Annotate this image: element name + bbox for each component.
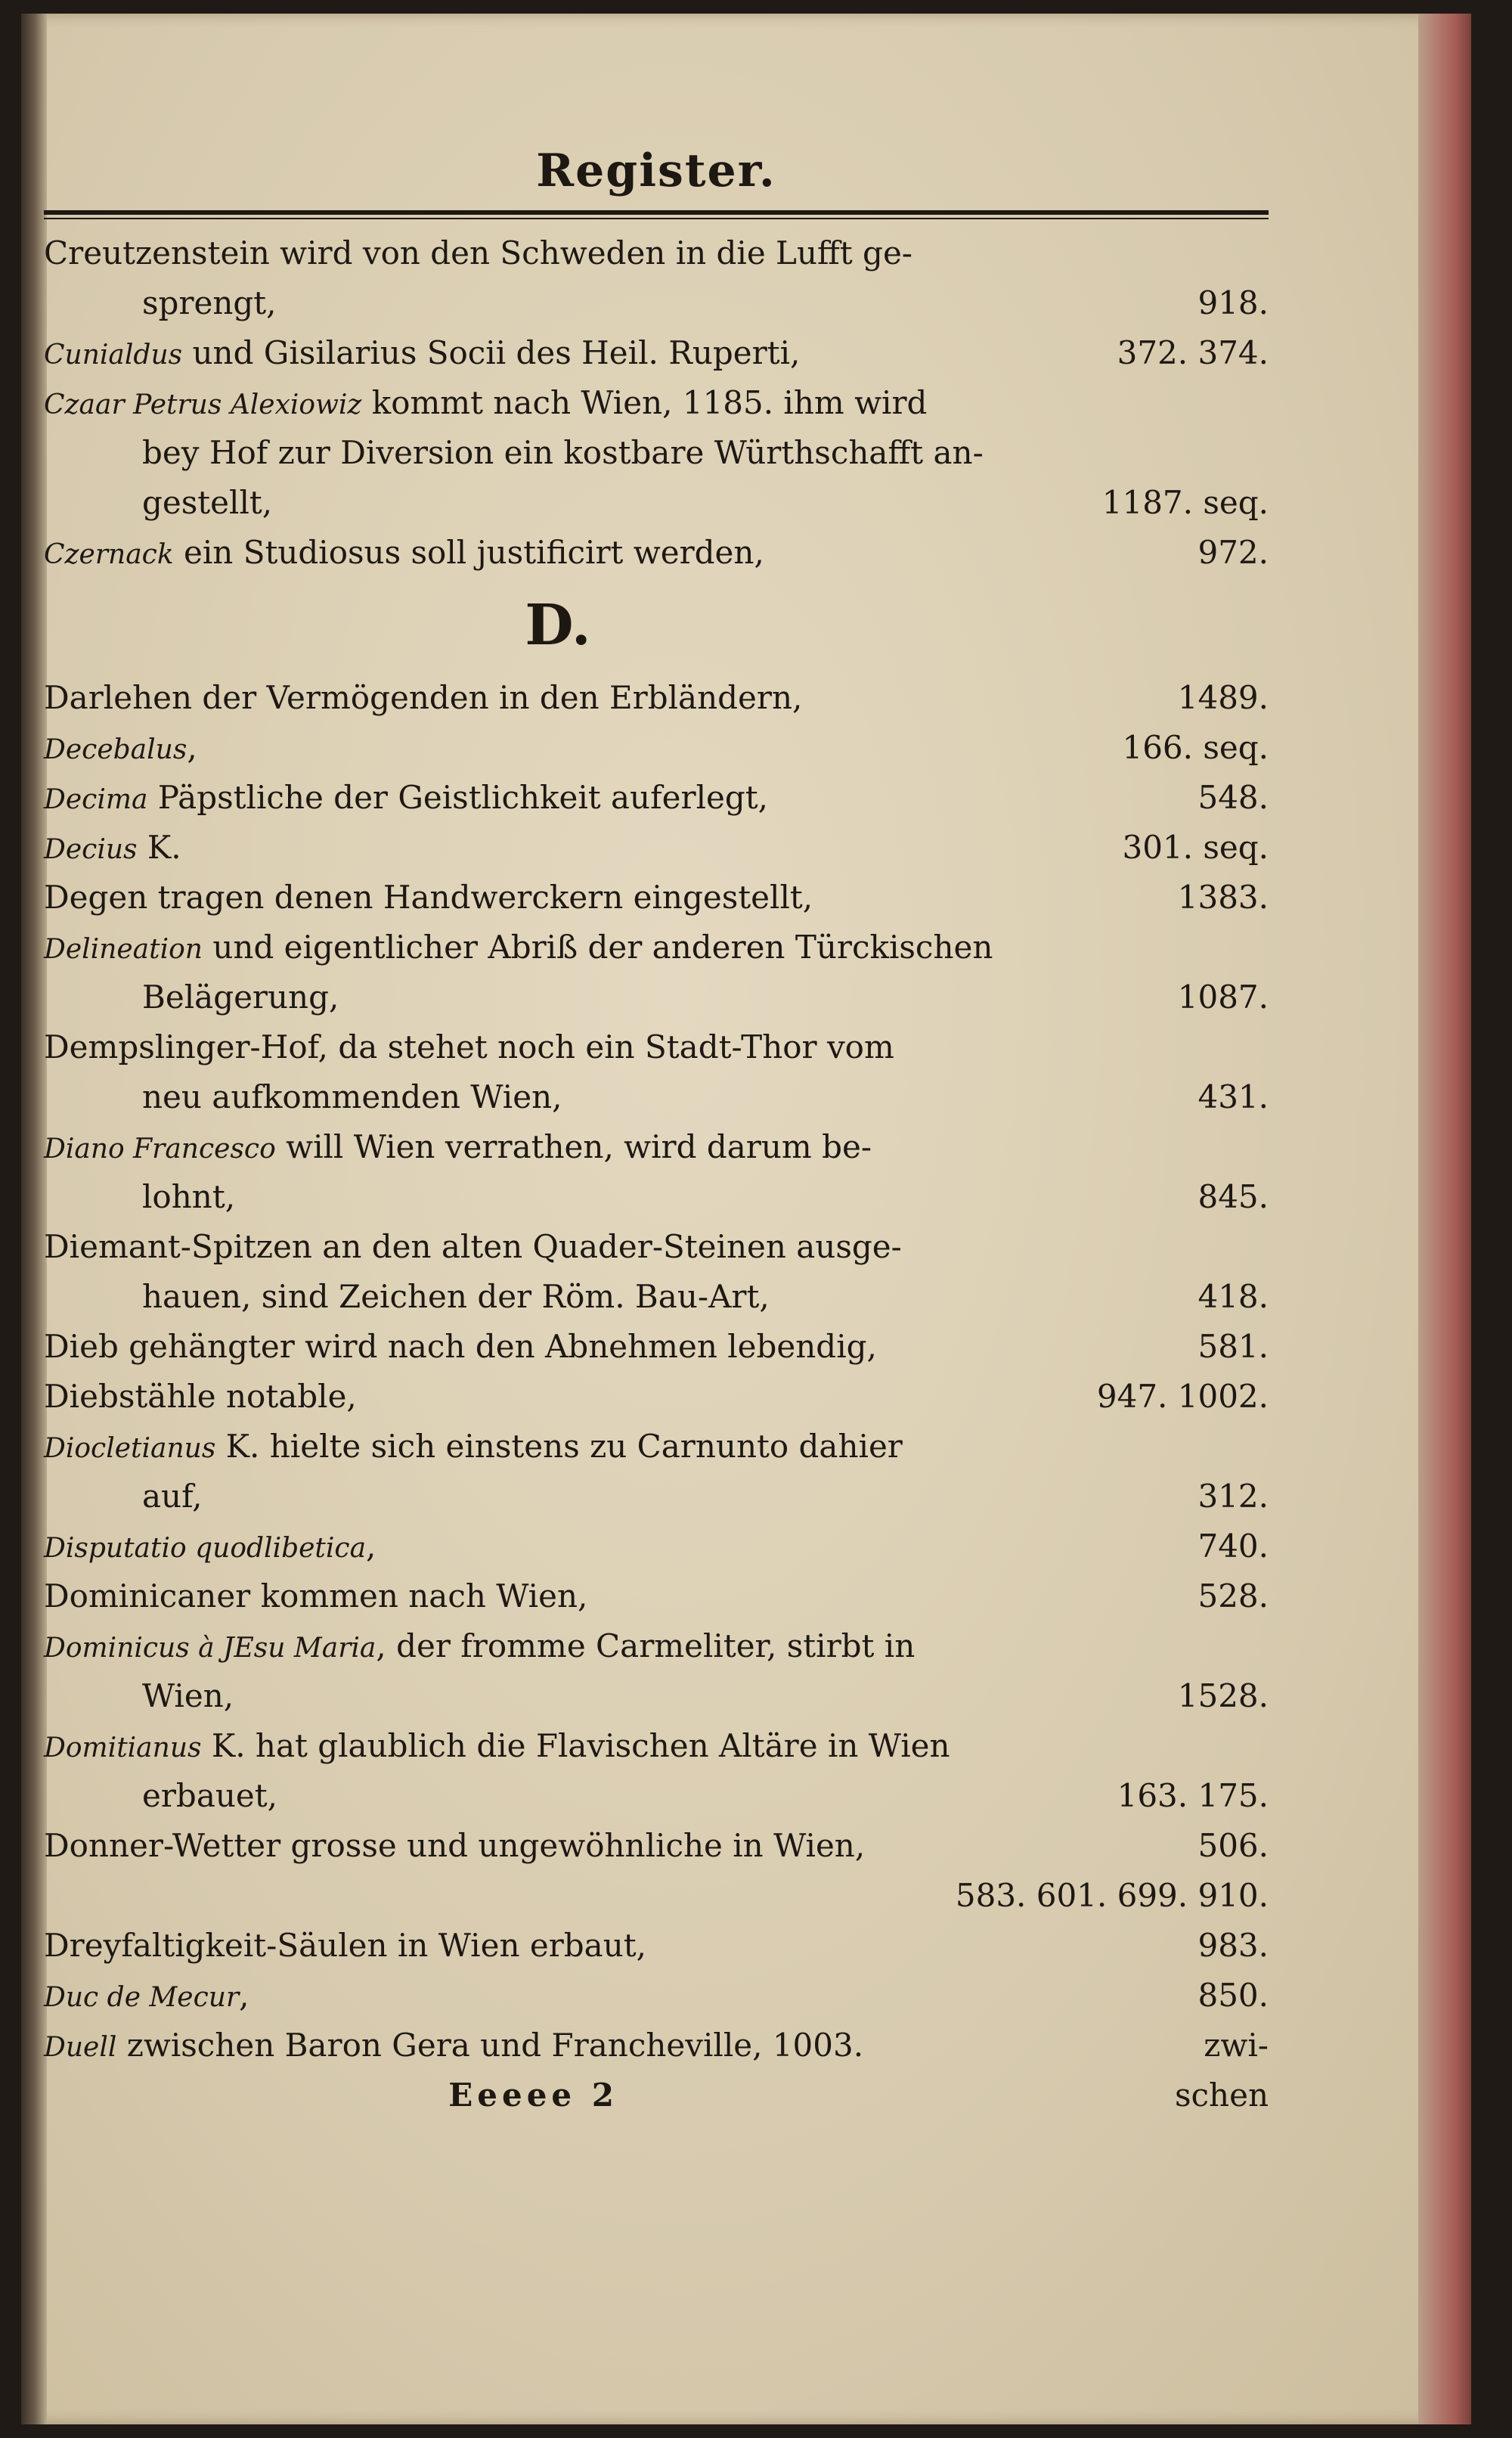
page-edge xyxy=(1418,14,1471,2424)
entry-body: Creutzenstein wird von den Schweden in die Lufft ge- xyxy=(44,234,912,271)
index-entry xyxy=(44,1322,1269,1372)
entry-page-ref: 163. 175. xyxy=(1117,1777,1269,1814)
entry-body: will Wien verrathen, wird darum be- xyxy=(275,1128,872,1165)
entry-page-ref: 548. xyxy=(1198,779,1269,816)
index-entry xyxy=(44,1172,1269,1222)
entry-body: Dreyfaltigkeit-Säulen in Wien erbaut, xyxy=(44,1927,646,1964)
entry-text xyxy=(44,2021,863,2073)
entry-text xyxy=(142,278,277,328)
index-entry xyxy=(44,723,1269,773)
entry-name: Diocletianus xyxy=(44,1433,216,1464)
entry-name: Domitianus xyxy=(44,1732,202,1763)
entry-page-ref: 312. xyxy=(1198,1478,1269,1515)
entry-body: K. hat glaublich die Flavischen Altäre in Wien xyxy=(201,1727,950,1764)
entry-text xyxy=(44,1222,902,1272)
entry-text xyxy=(44,1721,950,1773)
index-entry xyxy=(44,528,1269,578)
entry-body: und Gisilarius Socii des Heil. Ruperti, xyxy=(182,334,801,371)
entry-body: Dominicaner kommen nach Wien, xyxy=(44,1577,588,1614)
entry-name: Duc de Mecur xyxy=(44,1982,240,2013)
index-entry xyxy=(44,1122,1269,1172)
entry-name: Cunialdus xyxy=(44,340,183,371)
entry-name: Decima xyxy=(44,784,148,815)
entry-text xyxy=(44,1821,865,1871)
page-gutter xyxy=(21,14,47,2424)
index-entry xyxy=(44,478,1269,528)
entry-body: zwischen Baron Gera und Francheville, 1003. xyxy=(116,2027,864,2064)
entry-text xyxy=(44,873,813,923)
index-entry xyxy=(44,1871,1269,1921)
entry-body: hauen, sind Zeichen der Röm. Bau-Art, xyxy=(142,1278,770,1315)
entry-text xyxy=(44,528,764,580)
index-entry xyxy=(44,278,1269,328)
entry-body: Päpstliche der Geistlichkeit auferlegt, xyxy=(147,779,768,816)
entry-name: Disputatio quodlibetica xyxy=(44,1533,367,1564)
entry-body: , xyxy=(187,729,197,766)
entry-page-ref: 581. xyxy=(1198,1328,1269,1365)
entry-name: Decius xyxy=(44,834,138,865)
book-page xyxy=(21,14,1471,2424)
entry-page-ref: 431. xyxy=(1198,1078,1269,1115)
index-entry xyxy=(44,1222,1269,1272)
entry-name: Delineation xyxy=(44,934,203,965)
index-entry xyxy=(44,228,1269,278)
entry-body: Degen tragen denen Handwerckern eingestellt, xyxy=(44,879,813,916)
entry-page-ref: 372. 374. xyxy=(1117,334,1269,371)
signature-mark: Eeeee 2 xyxy=(448,2077,618,2114)
entry-body: K. xyxy=(137,829,181,866)
entry-body: neu aufkommenden Wien, xyxy=(142,1078,562,1115)
entry-body: , xyxy=(239,1977,249,2014)
entry-name: Czaar Petrus Alexiowiz xyxy=(44,389,362,420)
index-entry xyxy=(44,1671,1269,1721)
entry-text xyxy=(44,1022,894,1072)
entry-body: Wien, xyxy=(142,1677,234,1714)
entry-page-ref: 506. xyxy=(1198,1827,1269,1864)
entry-page-ref: 972. xyxy=(1198,534,1269,571)
entry-name: Duell xyxy=(44,2032,117,2063)
index-entry xyxy=(44,773,1269,823)
header-rule xyxy=(44,207,1269,224)
entry-body: , xyxy=(366,1528,376,1565)
entry-name: Dominicus à JEsu Maria xyxy=(44,1633,376,1664)
entry-page-ref: 301. seq. xyxy=(1122,829,1269,866)
entry-body: K. hielte sich einstens zu Carnunto dahier xyxy=(215,1428,903,1465)
entry-page-ref: 740. xyxy=(1198,1528,1269,1565)
entry-text xyxy=(142,1771,277,1821)
entries-c xyxy=(44,228,1269,578)
entry-name: Czernack xyxy=(44,539,174,570)
index-entry xyxy=(44,1422,1269,1472)
entry-page-ref: 918. xyxy=(1198,284,1269,321)
entry-body: ein Studiosus soll justificirt werden, xyxy=(173,534,764,571)
entry-body: Belägerung, xyxy=(142,979,339,1016)
index-entry xyxy=(44,2021,1269,2070)
entry-text xyxy=(44,328,800,380)
index-entry xyxy=(44,1621,1269,1671)
index-entry xyxy=(44,1921,1269,1971)
index-entry xyxy=(44,1472,1269,1521)
index-entry xyxy=(44,1372,1269,1422)
entry-body: und eigentlicher Abriß der anderen Türckischen xyxy=(203,929,993,966)
entry-body: sprengt, xyxy=(142,284,277,321)
entry-body: gestellt, xyxy=(142,484,273,521)
entry-page-ref: 528. xyxy=(1198,1577,1269,1614)
entry-text xyxy=(44,723,197,775)
index-entry xyxy=(44,328,1269,378)
entry-name: Diano Francesco xyxy=(44,1134,276,1165)
entry-page-ref: 983. xyxy=(1198,1927,1269,1964)
entry-text xyxy=(44,673,802,723)
entry-text xyxy=(44,923,993,975)
index-entry xyxy=(44,1521,1269,1571)
catchword: schen xyxy=(1174,2077,1269,2114)
entry-page-ref: zwi- xyxy=(1204,2027,1269,2064)
index-entry xyxy=(44,1721,1269,1771)
entry-page-ref: 1489. xyxy=(1177,679,1269,716)
entry-page-ref: 1187. seq. xyxy=(1101,484,1269,521)
index-entry xyxy=(44,1971,1269,2021)
index-entry xyxy=(44,673,1269,723)
entry-text xyxy=(44,823,181,875)
entry-body: bey Hof zur Diversion ein kostbare Würthschafft an- xyxy=(142,434,984,471)
entry-text xyxy=(44,1971,249,2023)
entry-page-ref: 418. xyxy=(1198,1278,1269,1315)
entry-text xyxy=(44,1621,915,1673)
entries-d xyxy=(44,673,1269,2070)
entry-page-ref: 845. xyxy=(1198,1178,1269,1215)
entry-body: , der fromme Carmeliter, stirbt in xyxy=(376,1627,916,1664)
entry-page-ref: 583. 601. 699. 910. xyxy=(955,1877,1269,1914)
entry-body: Dempslinger-Hof, da stehet noch ein Stadt-Thor vom xyxy=(44,1028,894,1065)
entry-text xyxy=(44,1122,872,1174)
index-entry xyxy=(44,1771,1269,1821)
index-entry xyxy=(44,1272,1269,1322)
entry-text xyxy=(142,1172,235,1222)
register-content xyxy=(44,135,1269,2120)
entry-text xyxy=(142,1272,770,1322)
index-entry xyxy=(44,1072,1269,1122)
entry-text xyxy=(44,1571,587,1621)
entry-name: Decebalus xyxy=(44,734,187,765)
entry-page-ref: 947. 1002. xyxy=(1096,1378,1269,1415)
index-entry xyxy=(44,923,1269,972)
entry-text xyxy=(142,1072,562,1122)
entry-body: erbauet, xyxy=(142,1777,277,1814)
entry-body: Diemant-Spitzen an den alten Quader-Steinen ausge- xyxy=(44,1228,902,1265)
entry-text xyxy=(44,228,912,278)
entry-text xyxy=(44,1521,376,1574)
index-entry xyxy=(44,1571,1269,1621)
entry-text xyxy=(44,1921,646,1971)
entry-body: auf, xyxy=(142,1478,203,1515)
entry-text xyxy=(44,1372,357,1422)
entry-text xyxy=(44,773,768,825)
entry-body: kommt nach Wien, 1185. ihm wird xyxy=(361,384,928,421)
section-letter: D. xyxy=(525,593,591,658)
page-title: Register. xyxy=(536,144,776,197)
entry-body: lohnt, xyxy=(142,1178,236,1215)
index-entry xyxy=(44,1821,1269,1871)
entry-text xyxy=(44,1322,877,1372)
entry-text xyxy=(44,378,927,430)
entry-page-ref: 1383. xyxy=(1177,879,1269,916)
page-footer xyxy=(44,2070,1269,2120)
entry-body: Diebstähle notable, xyxy=(44,1378,357,1415)
entry-page-ref: 850. xyxy=(1198,1977,1269,2014)
entry-page-ref: 1528. xyxy=(1177,1677,1269,1714)
entry-text xyxy=(142,1671,234,1721)
entry-page-ref: 1087. xyxy=(1177,979,1269,1016)
entry-text xyxy=(142,972,339,1022)
index-entry xyxy=(44,823,1269,873)
entry-body: Donner-Wetter grosse und ungewöhnliche in Wien, xyxy=(44,1827,866,1864)
index-entry xyxy=(44,428,1269,478)
entry-body: Darlehen der Vermögenden in den Erbländern, xyxy=(44,679,803,716)
entry-text xyxy=(142,428,984,478)
index-entry xyxy=(44,1022,1269,1072)
entry-page-ref: 166. seq. xyxy=(1122,729,1269,766)
index-entry xyxy=(44,972,1269,1022)
index-entry xyxy=(44,873,1269,923)
entry-text xyxy=(44,1422,903,1474)
index-entry xyxy=(44,378,1269,428)
entry-body: Dieb gehängter wird nach den Abnehmen lebendig, xyxy=(44,1328,877,1365)
entry-text xyxy=(142,1472,203,1521)
entry-text xyxy=(142,478,272,528)
